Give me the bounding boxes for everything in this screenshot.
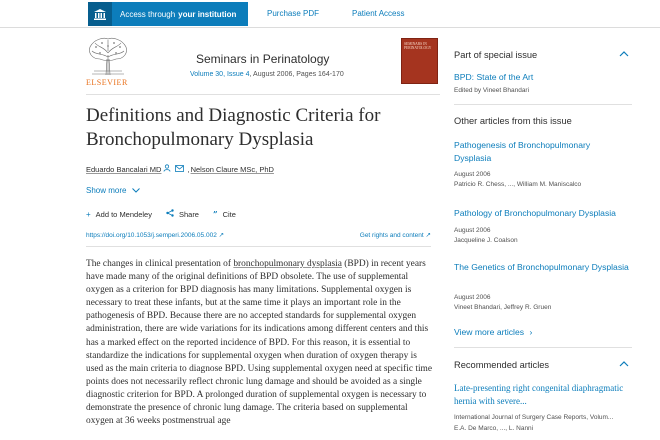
doi-row bbox=[86, 231, 431, 239]
share-button[interactable] bbox=[166, 209, 199, 219]
external-link-icon: ↗ bbox=[425, 232, 431, 239]
share-label: Share bbox=[178, 209, 199, 219]
doi-link[interactable] bbox=[86, 231, 224, 239]
other-article-title-link[interactable]: Pathogenesis of Bronchopulmonary Dysplasia bbox=[454, 140, 591, 163]
doi-text: https://doi.org/10.1053/j.semperi.2006.05.002 bbox=[86, 232, 217, 239]
other-article-authors: Patricio R. Chess, ..., William M. Maniscalco bbox=[454, 181, 582, 188]
volume-issue-link[interactable]: Volume 30, Issue 4 bbox=[190, 71, 250, 78]
author-link[interactable]: Eduardo Bancalari MD bbox=[86, 164, 162, 174]
other-articles-heading: Other articles from this issue bbox=[454, 116, 572, 126]
journal-cover-image[interactable] bbox=[401, 38, 438, 84]
recommended-heading: Recommended articles bbox=[454, 360, 550, 370]
chevron-up-icon[interactable] bbox=[619, 359, 629, 369]
abstract-part: The changes in clinical presentation of bbox=[86, 259, 234, 269]
publisher-name: ELSEVIER bbox=[86, 78, 128, 87]
chevron-up-icon[interactable] bbox=[619, 49, 629, 59]
view-more-articles-link[interactable] bbox=[454, 326, 629, 339]
author-list: Eduardo Bancalari MD , Nelson Claure MSc, PhD bbox=[86, 164, 274, 174]
cite-label: Cite bbox=[222, 209, 236, 219]
rights-link[interactable] bbox=[360, 231, 431, 239]
access-label-bold: your institution bbox=[178, 9, 237, 19]
other-article-title-link[interactable]: The Genetics of Bronchopulmonary Dysplasia bbox=[454, 262, 629, 272]
divider bbox=[454, 347, 632, 348]
top-bar bbox=[0, 0, 660, 28]
other-article-authors: Jacqueline J. Coalson bbox=[454, 237, 518, 244]
mendeley-label: Add to Mendeley bbox=[95, 209, 152, 219]
email-icon[interactable] bbox=[175, 165, 184, 174]
chevron-right-icon: › bbox=[529, 327, 533, 337]
article-actions bbox=[86, 209, 250, 219]
special-issue-link[interactable]: BPD: State of the Art bbox=[454, 72, 534, 82]
divider bbox=[454, 104, 632, 105]
show-more-label: Show more bbox=[86, 186, 127, 195]
issue-date-pages: , August 2006, Pages 164-170 bbox=[249, 71, 344, 78]
abstract-text bbox=[86, 258, 434, 428]
access-label: Access through bbox=[120, 9, 176, 19]
access-through-institution-button[interactable] bbox=[88, 2, 248, 26]
cite-button[interactable] bbox=[213, 209, 236, 219]
divider bbox=[86, 94, 440, 95]
author-link[interactable]: Nelson Claure MSc, PhD bbox=[190, 164, 274, 174]
quote-icon: ” bbox=[212, 209, 218, 219]
other-article-date: August 2006 bbox=[454, 227, 491, 234]
glossary-term-link[interactable]: bronchopulmonary dysplasia bbox=[233, 259, 342, 269]
show-more-button[interactable] bbox=[86, 186, 140, 195]
abstract-part: (BPD) in recent years have made many of the original definitions of BPD obsolete. The use of supplemental oxygen as a criterion for BPD diagnosis has many limitations. Supplemental oxygen is necessary to treat these infants, but at the same time it plays an important role in the pathogenesis of BPD. Because there are no accepted standards for supplemental oxygen administration, there are wide variations for its indications among different centers and this has a marked effect on the reported incidence of BPD. For this reason, it is essential to standardize the indications for supplemental oxygen when duration of oxygen therapy is used as the main criteria to diagnose BPD. Using supplemental oxygen need at specific time points does not necessarily reflect chronic lung damage and should be avoided as a single diagnostic criterion for BPD. A prolonged duration of supplemental oxygen is necessary to demonstrate the presence of chronic lung damage. The criteria based on supplemental oxygen at 36 weeks postmenstrual age bbox=[86, 259, 433, 427]
other-article-title-link[interactable]: Pathology of Bronchopulmonary Dysplasia bbox=[454, 208, 616, 218]
recommended-article-title-link[interactable]: Late-presenting right congenital diaphragmatic hernia with severe... bbox=[454, 383, 624, 406]
view-more-label: View more articles bbox=[454, 327, 525, 337]
plus-icon: + bbox=[86, 209, 91, 219]
share-icon bbox=[166, 209, 174, 219]
external-link-icon: ↗ bbox=[218, 232, 225, 239]
other-article-authors: Vineet Bhandari, Jeffrey R. Gruen bbox=[454, 304, 552, 311]
add-to-mendeley-button[interactable] bbox=[86, 210, 152, 219]
purchase-pdf-link[interactable]: Purchase PDF bbox=[267, 9, 320, 18]
journal-title-link[interactable]: Seminars in Perinatology bbox=[196, 52, 330, 66]
other-article-date: August 2006 bbox=[454, 294, 491, 301]
special-issue-heading: Part of special issue bbox=[454, 50, 538, 60]
institution-icon bbox=[88, 2, 112, 26]
patient-access-link[interactable]: Patient Access bbox=[352, 9, 405, 18]
issue-line bbox=[190, 71, 344, 78]
person-icon[interactable] bbox=[163, 164, 171, 174]
special-issue-editor: Edited by Vineet Bhandari bbox=[454, 87, 530, 94]
chevron-down-icon bbox=[132, 186, 140, 195]
divider bbox=[86, 246, 431, 247]
recommended-article-authors: E.A. De Marco, ..., L. Nanni bbox=[454, 425, 534, 432]
other-article-date: August 2006 bbox=[454, 171, 491, 178]
article-title: Definitions and Diagnostic Criteria for Bronchopulmonary Dysplasia bbox=[86, 105, 381, 150]
recommended-article-source: International Journal of Surgery Case Reports, Volum... bbox=[454, 414, 614, 421]
cover-title: SEMINARS IN PERINATOLOGY bbox=[404, 42, 432, 50]
rights-text: Get rights and content bbox=[359, 232, 424, 239]
